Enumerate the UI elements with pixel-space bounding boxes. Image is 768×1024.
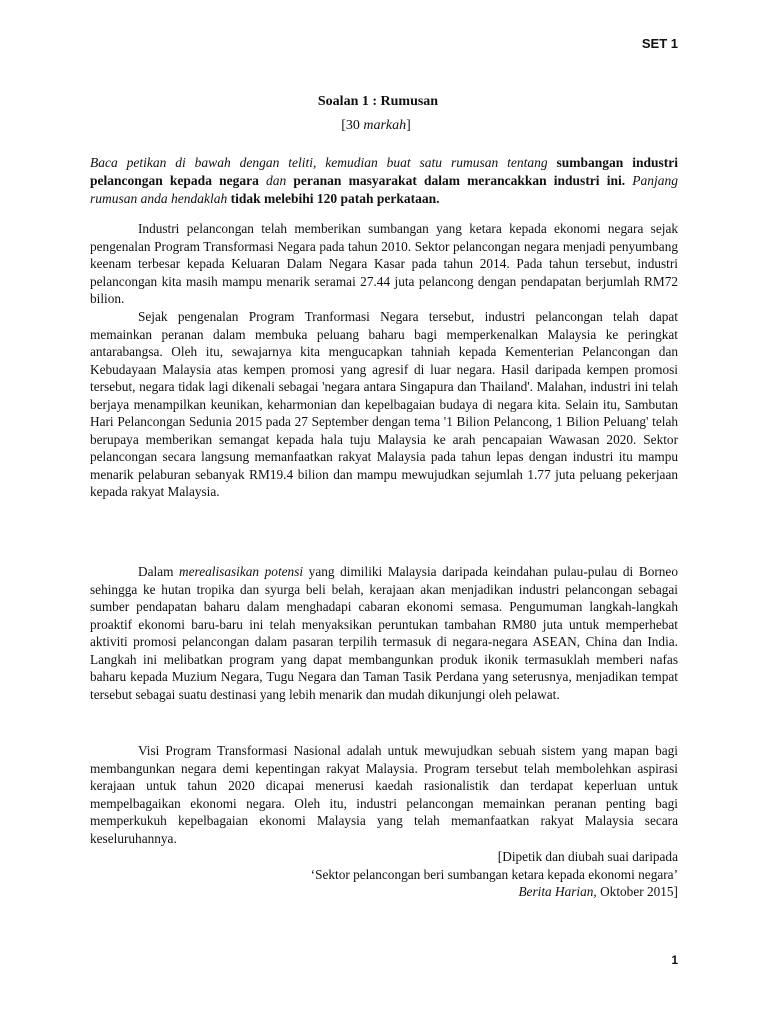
set-label: SET 1 [641, 36, 678, 51]
marks-word: markah [363, 118, 407, 133]
source-publication: Berita Harian [518, 884, 594, 899]
source-citation [311, 848, 678, 901]
passage-paragraph-1: Industri pelancongan telah memberikan sumbangan yang ketara kepada ekonomi negara sejak pengenalan Program Transformasi Negara pada tahun 2010. Sektor pelancongan negara menjadi penyumbang keenam terbesar kepada Keluaran Dalam Negara Kasar pada tahun 2014. Pada tahun tersebut, industri pelancongan kita masih mampu menarik seramai 27.44 juta pelancong dengan pendapatan berjumlah RM72 bilion. [90, 221, 678, 306]
instruction-part-3: dan [258, 173, 294, 188]
source-line-2: ‘Sektor pelancongan beri sumbangan ketara kepada ekonomi negara’ [310, 866, 678, 882]
source-line-1: [Dipetik dan diubah suai daripada [497, 849, 678, 864]
p3-after: yang dimiliki Malaysia daripada keindahan pulau-pulau di Borneo sehingga ke hutan tropika dan syurga beli belah, kerajaan akan menjadikan industri pelancongan sebagai sumber pendapatan baharu dalam menghadapi cabaran ekonomi semasa. Pengumuman langkah-langkah proaktif ekonomi baru-baru ini telah menyaksikan peruntukan tambahan RM80 juta untuk memperhebat aktiviti promosi pelancongan dalam pasaran terpilih termasuk di negara-negara ASEAN, China dan India. Langkah ini melibatkan program yang dapat membangunkan produk ikonik termasuklah memberi nafas baharu kepada Muzium Negara, Tugu Negara dan Taman Tasik Perdana yang seterusnya, menjadikan tempat tersebut sebagai suatu destinasi yang lebih menarik dan mudah dikunjungi oleh pelawat. [90, 564, 678, 702]
instruction-part-6: tidak melebihi 120 patah perkataan. [230, 191, 440, 206]
p3-before: Dalam [138, 564, 180, 579]
passage-paragraph-2: Sejak pengenalan Program Tranformasi Negara tersebut, industri pelancongan telah dapat memainkan peranan dalam membuka peluang baharu bagi memperkenalkan Malaysia ke peringkat antarabangsa. Oleh itu, sewajarnya kita mengucapkan tahniah kepada Kementerian Pelancongan dan Kebudayaan Malaysia atas kempen promosi yang agresif di luar negara. Hasil daripada kempen promosi tersebut, negara tidak lagi dikenali sebagai 'negara antara Singapura dan Thailand'. Malahan, industri ini telah berjaya menampilkan keunikan, keharmonian dan kepelbagaian budaya di negara kita. Selain itu, Sambutan Hari Pelancongan Sedunia 2015 pada 27 September dengan tema '1 Bilion Pelancong, 1 Bilion Peluang' telah berupaya memberikan semangat kepada hala tuju Malaysia ke arah pencapaian Wawasan 2020. Sektor pelancongan secara langsung memanfaatkan rakyat Malaysia pada tahun lepas dengan industri itu mampu menarik pelaburan sebanyak RM19.4 bilion dan mampu mewujudkan sejumlah 1.77 juta peluang pekerjaan kepada rakyat Malaysia. [90, 309, 678, 499]
instruction-part-1: Baca petikan di bawah dengan teliti, kemudian buat satu rumusan tentang [90, 155, 557, 170]
marks-label [0, 118, 760, 134]
source-line-3 [311, 883, 678, 901]
question-title: Soalan 1 : Rumusan [317, 94, 439, 109]
marks-open: [30 [341, 118, 364, 133]
passage-paragraph-3 [90, 563, 678, 703]
marks-close: ] [406, 118, 411, 133]
instruction-part-5: Panjang rumusan anda hendaklah [90, 173, 678, 206]
p3-italic: merealisasikan potensi [179, 564, 304, 579]
source-date: , Oktober 2015] [593, 884, 678, 899]
instruction-text [90, 154, 678, 208]
page-number: 1 [671, 953, 678, 967]
instruction-part-4: peranan masyarakat dalam merancakkan industri ini. [293, 173, 626, 188]
passage-paragraph-4: Visi Program Transformasi Nasional adalah untuk mewujudkan sebuah sistem yang mapan bagi membangunkan negara demi kepentingan rakyat Malaysia. Program tersebut telah membolehkan aspirasi kerajaan untuk tahun 2020 dicapai menerusi kaedah rasionalistik dan terdapat keperluan untuk mempelbagaikan ekonomi negara. Oleh itu, industri pelancongan memainkan peranan penting bagi memperkukuh kepelbagaian ekonomi Malaysia yang telah memanfaatkan rakyat Malaysia secara keseluruhannya. [90, 743, 678, 846]
instruction-part-2: sumbangan industri pelancongan kepada negara [90, 155, 678, 188]
